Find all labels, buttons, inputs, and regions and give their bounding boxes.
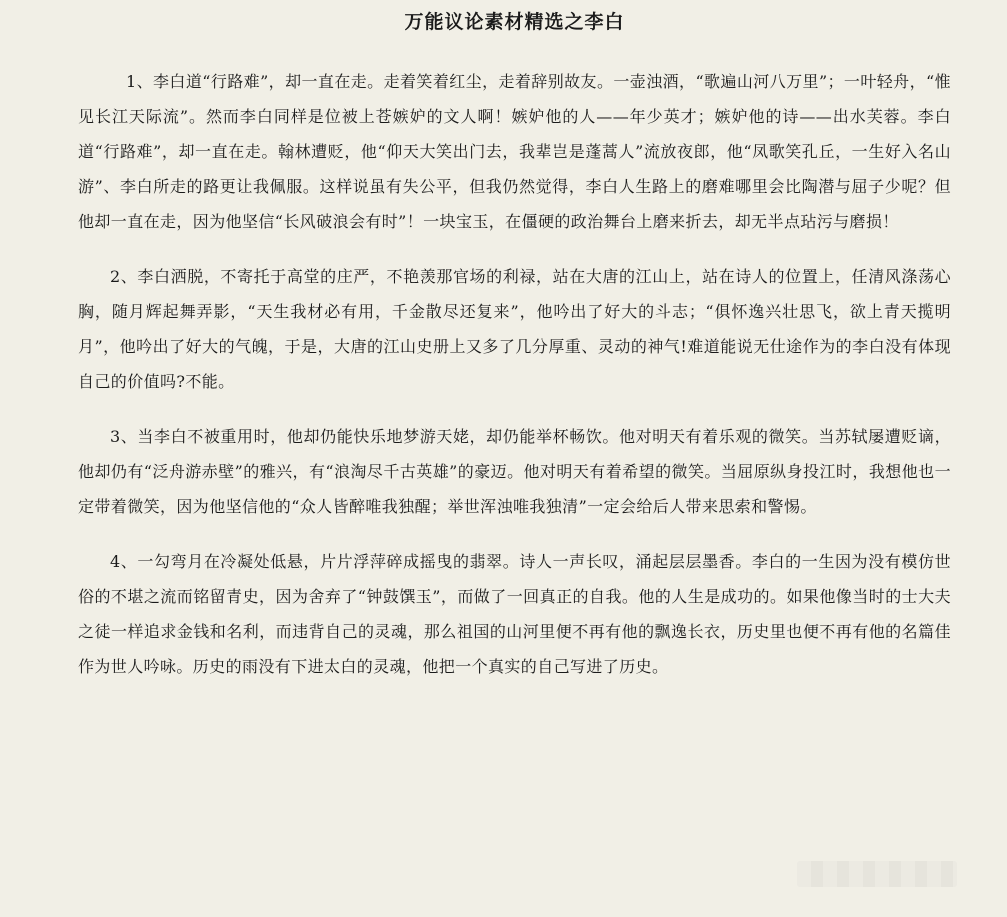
paragraph-2: 2、李白洒脱，不寄托于高堂的庄严，不艳羡那官场的利禄，站在大唐的江山上，站在诗人的位置上，任清风涤荡心胸，随月辉起舞弄影，“天生我材必有用，千金散尽还复来”，他吟出了好大的斗志；“俱怀逸兴壮思飞，欲上青天揽明月”，他吟出了好大的气魄，于是，大唐的江山史册上又多了几分厚重、灵动的神气!难道能说无仕途作为的李白没有体现自己的价值吗?不能。 [78,267,951,391]
blurred-watermark [797,861,957,887]
paragraph-3: 3、当李白不被重用时，他却仍能快乐地梦游天姥，却仍能举杯畅饮。他对明天有着乐观的微笑。当苏轼屡遭贬谪，他却仍有“泛舟游赤壁”的雅兴，有“浪淘尽千古英雄”的豪迈。他对明天有着希望的微笑。当屈原纵身投江时，我想他也一定带着微笑，因为他坚信他的“众人皆醉唯我独醒；举世浑浊唯我独清”一定会给后人带来思索和警惕。 [78,427,951,516]
document-title: 万能议论素材精选之李白 [404,11,625,33]
paragraph-4: 4、一勾弯月在冷凝处低悬，片片浮萍碎成摇曳的翡翠。诗人一声长叹，涌起层层墨香。李白的一生因为没有模仿世俗的不堪之流而铭留青史，因为舍弃了“钟鼓馔玉”，而做了一回真正的自我。他的人生是成功的。如果他像当时的士大夫之徒一样追求金钱和名利，而违背自己的灵魂，那么祖国的山河里便不再有他的飘逸长衣，历史里也便不再有他的名篇佳作为世人吟咏。历史的雨没有下进太白的灵魂，他把一个真实的自己写进了历史。 [78,552,951,676]
paragraph-1: 1、李白道“行路难”，却一直在走。走着笑着红尘，走着辞别故友。一壶浊酒，“歌遍山河八万里”；一叶轻舟，“惟见长江天际流”。然而李白同样是位被上苍嫉妒的文人啊！嫉妒他的人——年少英才；嫉妒他的诗——出水芙蓉。李白道“行路难”，却一直在走。翰林遭贬，他“仰天大笑出门去，我辈岂是蓬蒿人”流放夜郎，他“凤歌笑孔丘，一生好入名山游”、李白所走的路更让我佩服。这样说虽有失公平，但我仍然觉得，李白人生路上的磨难哪里会比陶潜与屈子少呢？但他却一直在走，因为他坚信“长风破浪会有时”！一块宝玉，在僵硬的政治舞台上磨来折去，却无半点玷污与磨损！ [78,72,951,231]
